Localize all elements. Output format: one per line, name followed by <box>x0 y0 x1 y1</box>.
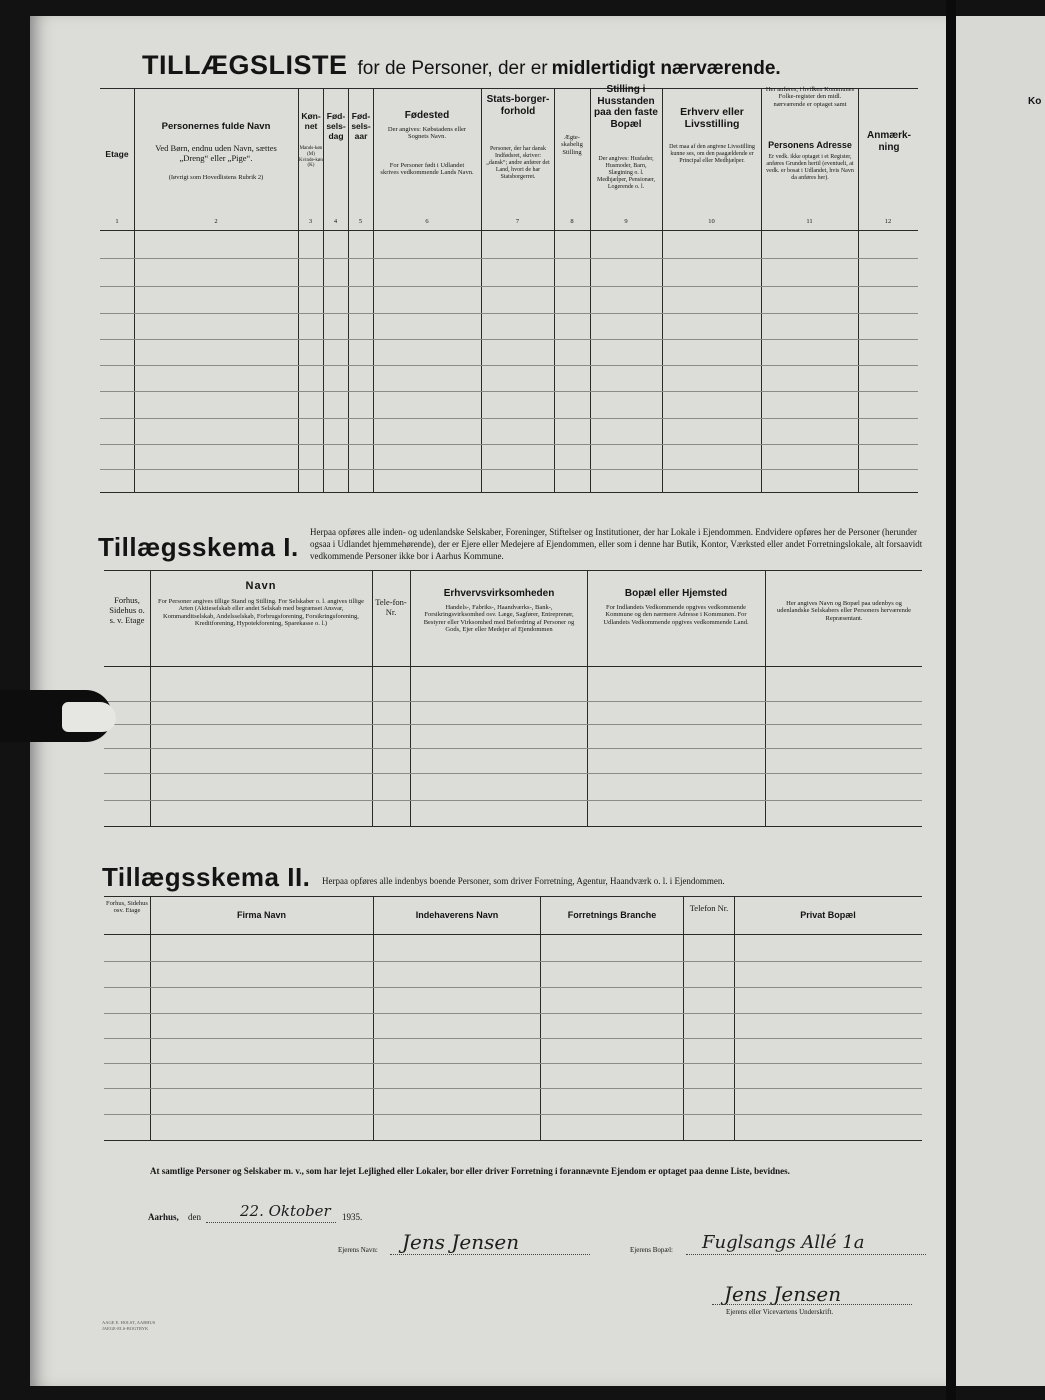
col-12-num: 12 <box>884 218 892 225</box>
skema1-intro: Herpaa opføres alle inden- og udenlandske Selskaber, Foreninger, Stiftelser og Institutioner, der har Lokale i Ejendommen. Endvidere opføres her de Personer (herunder ogsaa i Udlandet hjemmehørende), der er Ejere eller Medejere af Ejendommen, eller som i denne har Butik, Kontor, Værksted eller andet Forretningslokale, alt forsaavidt vedkommende Personer ikke bor i Aarhus Kommune. <box>310 527 923 562</box>
thumb-nail <box>62 702 116 732</box>
place-label: Aarhus, <box>148 1212 179 1222</box>
declaration-text: At samtlige Personer og Selskaber m. v., som har lejet Lejlighed eller Lokaler, bor eller driver Forretning i forannævnte Ejendom er optaget paa denne Liste, bevidnes. <box>150 1166 790 1176</box>
den-label: den <box>188 1212 201 1222</box>
col-marital-head: Ægte-skabelig Stilling <box>561 134 583 156</box>
document-page <box>30 16 946 1386</box>
col-birthplace-sub: Der angives: Købstadens eller Sognets Navn. <box>387 126 467 141</box>
col-4-num: 4 <box>333 218 338 225</box>
signature-handwritten: Jens Jensen <box>724 1282 842 1306</box>
owner-name-line <box>390 1254 590 1255</box>
book-spine <box>946 0 956 1400</box>
col-11-num: 11 <box>806 218 813 225</box>
col-2-num: 2 <box>214 218 218 225</box>
col-household-head: Stilling i Husstanden paa den faste Bopæl <box>594 84 658 130</box>
skema1-col-name-head: Navn <box>245 580 277 592</box>
col-name-sub: Ved Børn, endnu uden Navn, sættes „Dreng“ eller „Pige“. <box>155 143 277 163</box>
col-address-sub: Er vedk. ikke optaget i et Register, anføres Grunden hertil (eventuelt, at vedk. er bosat i Udlandet, hvis Navn da anføres her). <box>766 154 854 181</box>
col-bday-head: Fød-sels-dag <box>326 111 346 141</box>
right-page-corner-text: Ko <box>1028 96 1042 107</box>
owner-name-handwritten: Jens Jensen <box>402 1230 520 1254</box>
skema1-col-business-sub: Handels-, Fabriks-, Haandværks-, Bank-, Forsikringsvirksomhed osv. Læge, Sagfører, Entreprenør, Bestyrer eller Virksomhed med Befordring af Personer og Gods, Ejer eller Medejer af Ejendommen <box>423 604 575 634</box>
signature-label: Ejerens eller Viceværtens Underskrift. <box>726 1308 834 1316</box>
col-address-head: Personens Adresse <box>768 140 852 150</box>
printer-mark-2: JAEGE-ELS-BOGTRYK <box>102 1326 149 1331</box>
skema2-intro: Herpaa opføres alle indenbys boende Personer, som driver Forretning, Agentur, Haandværk o. l. i Ejendommen. <box>322 876 725 886</box>
col-sex-head: Køn-net <box>301 111 321 131</box>
col-etage-head: Etage <box>105 149 129 159</box>
col-birthplace-note: For Personer født i Udlandet skrives vedkommende Lands Navn. <box>380 162 474 177</box>
skema1-col-residence-sub: For Indlandets Vedkommende opgives vedkommende Kommune og den nærmere Adresse i Kommunen. For Udlandets Vedkommende opgives vedkommende Land. <box>603 604 749 626</box>
printer-mark: AAGE E. HOLST, AARHUS <box>102 1320 156 1325</box>
col-birthplace-head: Fødested <box>404 110 450 121</box>
skema2-col-residence: Privat Bopæl <box>800 910 856 920</box>
skema1-title: Tillægsskema I. <box>98 532 299 562</box>
title-mid: for de Personer, der er <box>357 58 548 79</box>
col-3-num: 3 <box>308 218 313 225</box>
skema2-col-branch: Forretnings Branche <box>567 910 657 920</box>
owner-address-label: Ejerens Bopæl: <box>630 1246 673 1254</box>
date-handwritten: 22. Oktober <box>240 1202 331 1220</box>
col-5-num: 5 <box>358 218 363 225</box>
col-6-num: 6 <box>425 218 429 225</box>
title-bold: TILLÆGSLISTE <box>142 50 348 80</box>
skema2-col-firm: Firma Navn <box>236 910 287 920</box>
col-sex-sub: Mands-køn (M) Kvinde-køn (K) <box>299 146 323 169</box>
col-occupation-sub: Det maa af den angivne Livsstilling kunne ses, om den paagældende er Principal eller Medhjælper. <box>669 144 755 164</box>
owner-address-line <box>686 1254 926 1255</box>
main-title <box>142 50 781 81</box>
col-10-num: 10 <box>708 218 715 225</box>
col-address-pre: Her anføres, i hvilken Kommunes Folke-register den midl. nærværende er optaget samt <box>765 86 855 108</box>
year-label: 1935. <box>342 1212 363 1222</box>
col-citizenship-sub: Personer, der har dansk Indfødsret, skriver: „dansk“; andre anfører det Land, hvori de har Statsborgerret. <box>486 146 550 180</box>
col-9-num: 9 <box>624 218 628 225</box>
skema1-col-name-sub: For Personer angives tillige Stand og Stilling. For Selskaber o. l. angives tillige Arten (Aktieselskab eller andet Selskab med begrænset Ansvar, Kommanditselskab, Andelsselskab, Forbrugsforening, Forsikringsforening, Kreditforening, Hypotekforening, Sparekasse o. l.) <box>158 598 364 628</box>
date-line <box>206 1222 336 1223</box>
col-name-head: Personernes fulde Navn <box>161 121 271 132</box>
col-remarks-head: Anmærk-ning <box>867 130 911 153</box>
col-citizenship-head: Stats-borger-forhold <box>486 94 550 117</box>
skema1-col-residence-head: Bopæl eller Hjemsted <box>624 588 728 599</box>
skema2-col-phone: Telefon Nr. <box>689 903 729 913</box>
right-page <box>956 16 1045 1386</box>
skema2-col-etage: Forhus, Sidehus osv. Etage <box>106 900 148 915</box>
skema2-col-owner: Indehaverens Navn <box>415 910 499 920</box>
title-end: midlertidigt nærværende. <box>551 58 781 79</box>
skema1-col-business-head: Erhvervsvirksomheden <box>443 588 555 599</box>
owner-name-label: Ejerens Navn: <box>338 1246 378 1254</box>
col-name-note: (Iøvrigt som Hovedlistens Rubrik 2) <box>168 174 264 181</box>
skema1-col-phone: Tele-fon-Nr. <box>375 597 407 617</box>
col-occupation-head: Erhverv eller Livsstilling <box>680 106 744 131</box>
col-byear-head: Fød-sels-aar <box>351 111 371 141</box>
col-7-num: 7 <box>515 218 520 225</box>
col-1-num: 1 <box>115 218 119 225</box>
signature-line <box>712 1304 912 1305</box>
skema1-col-etage: Forhus, Sidehus o. s. v. Etage <box>109 595 145 625</box>
col-8-num: 8 <box>570 218 574 225</box>
skema1-col-representative: Her angives Navn og Bopæl paa udenbys og udenlandske Selskabers eller Personers herværende Repræsentant. <box>777 600 911 622</box>
owner-address-handwritten: Fuglsangs Allé 1a <box>702 1232 865 1253</box>
skema2-title: Tillægsskema II. <box>102 862 311 892</box>
col-household-sub: Der angives: Husfader, Husmoder, Barn, Slægtning o. l. Medhjælper, Pensionær, Logerende o. l. <box>596 156 656 190</box>
